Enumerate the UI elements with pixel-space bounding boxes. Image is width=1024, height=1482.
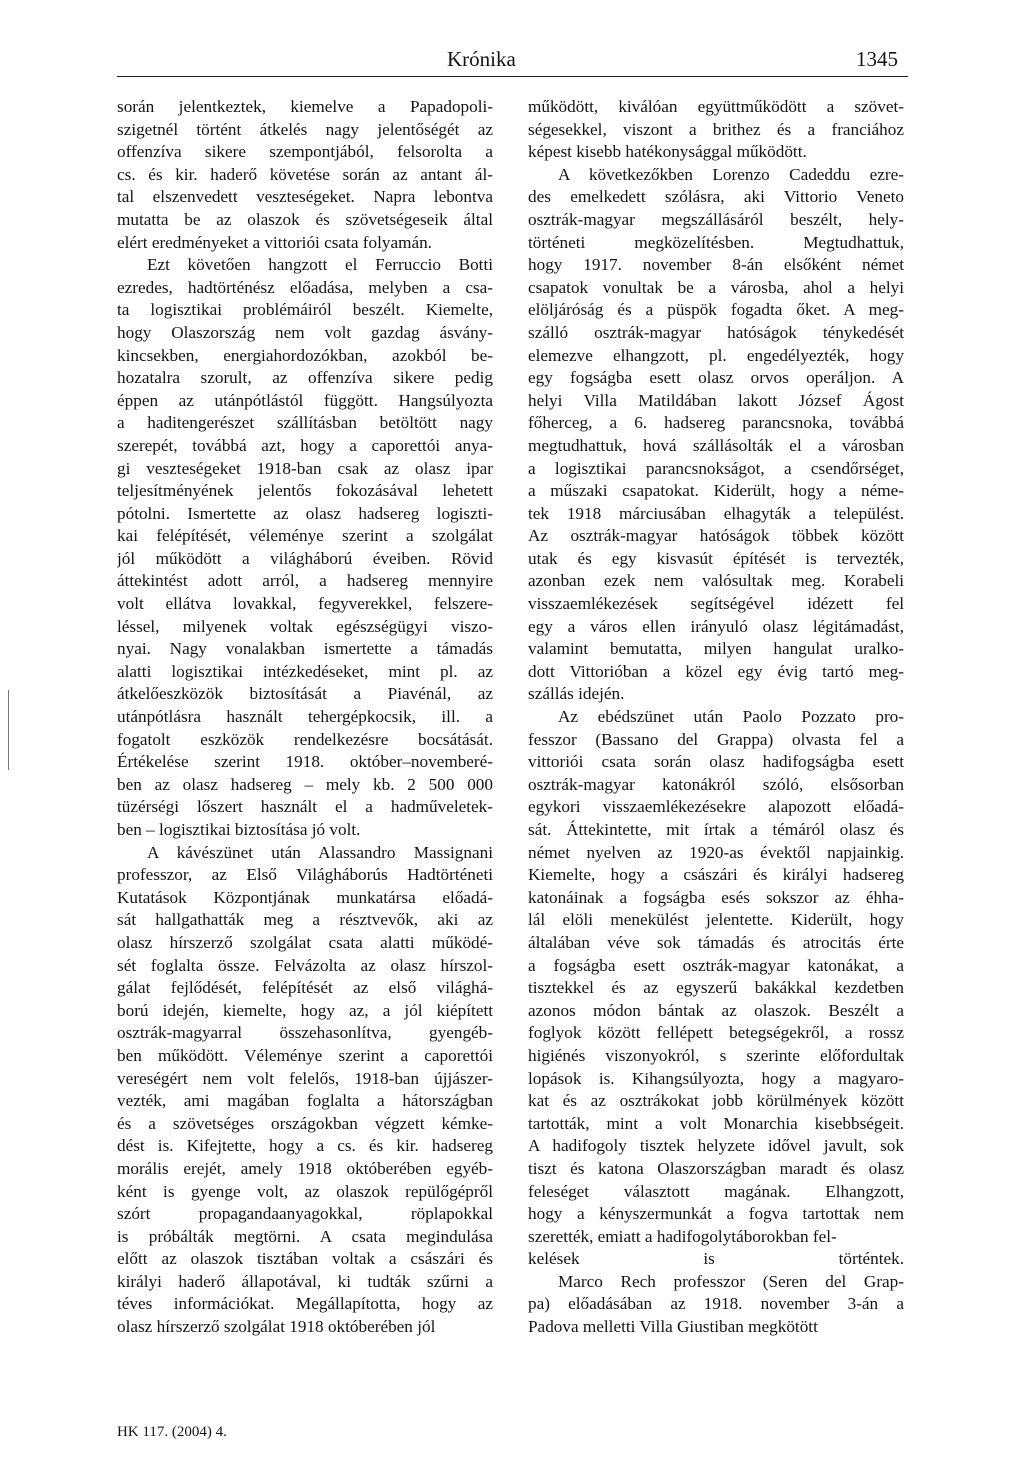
text-line: egykori visszaemlékezésekre alapozott előadá- (528, 797, 904, 817)
text-line: Értékelése szerint 1918. október–novemberé- (117, 752, 493, 772)
text-line: szállás idején. (528, 684, 625, 704)
text-line: utak és egy kisvasút építését is tervezték, (528, 548, 904, 568)
text-line: ború idején, kiemelte, hogy az, a jól kiépített (117, 1000, 493, 1020)
text-line: pótolni. Ismertette az olasz hadsereg logiszti- (117, 503, 493, 523)
text-line: során jelentkeztek, kiemelve a Papadopoli- (117, 97, 493, 116)
text-line: lál elöli menekülést jelentette. Kiderült, hogy (528, 910, 904, 930)
text-line: főherceg, a 6. hadsereg parancsnoka, továbbá (528, 413, 904, 433)
margin-mark (8, 690, 9, 770)
text-line: elért eredményeket a vittoriói csata folyamán. (117, 232, 432, 252)
text-line: visszaemlékezések segítségével idézett fel (528, 594, 904, 614)
text-line: és a szövetséges országokban végzett kémke- (117, 1113, 493, 1133)
text-line: azonban ezek nem valósultak meg. Korabeli (528, 571, 904, 591)
text-line: A következőkben Lorenzo Cadeddu ezre- (558, 164, 904, 184)
text-line: Kiemelte, hogy a császári és királyi hadsereg (528, 865, 904, 885)
text-line: pa) előadásában az 1918. november 3-án a (528, 1294, 904, 1314)
text-line: téves információkat. Megállapította, hogy az (117, 1294, 493, 1314)
text-line: osztrák-magyar katonákról szóló, elsősorban (528, 774, 904, 794)
text-line: kai felépítését, véleménye szerint a szolgálat (117, 526, 493, 546)
text-line: utánpótlásra használt tehergépkocsik, ill. a (117, 707, 493, 727)
text-line: képest kisebb hatékonysággal működött. (528, 142, 807, 162)
text-line: elöljáróság és a püspök fogadta őket. A meg- (528, 300, 904, 320)
text-line: Marco Rech professzor (Seren del Grap- (558, 1271, 904, 1291)
text-line: hogy 1917. november 8-án elsőként német (528, 255, 904, 275)
text-line: tek 1918 márciusában elhagyták a települést. (528, 503, 904, 523)
text-line: dott Vittorióban a közel egy évig tartó meg- (528, 661, 904, 681)
header-rule (117, 76, 908, 77)
page-header (117, 40, 908, 80)
text-line: működött, kiválóan együttműködött a szövet- (528, 97, 904, 116)
text-line: offenzíva sikere szempontjából, felsorolta a (117, 142, 493, 162)
text-line: teljesítményének jelentős fokozásával lehetett (117, 481, 493, 501)
text-line: elemezve elhangzott, pl. engedélyezték, hogy (528, 345, 904, 365)
text-line: ként is gyenge volt, az olaszok repülőgépről (117, 1181, 493, 1201)
right-column (528, 96, 904, 1339)
text-line: áttekintést adott arról, a hadsereg mennyire (117, 571, 493, 591)
text-line: nyai. Nagy vonalakban ismertette a támadás (117, 639, 493, 659)
text-line: fogatolt eszközök rendelkezésre bocsátását. (117, 729, 493, 749)
text-line: léssel, milyenek voltak egészségügyi viszo- (117, 616, 493, 636)
text-line: morális erejét, amely 1918 októberében egyéb- (117, 1158, 493, 1178)
text-line: szerepét, továbbá azt, hogy a caporettói anya- (117, 435, 493, 455)
text-line: sát hallgathatták meg a résztvevők, aki az (117, 910, 493, 930)
text-line: alatti logisztikai intézkedéseket, mint pl. az (117, 661, 493, 681)
text-line: hogy Olaszország nem volt gazdag ásvány- (117, 322, 493, 342)
text-line: egy a város ellen irányuló olasz légitámadást, (528, 616, 904, 636)
text-line: tal elszenvedett veszteségeket. Napra lebontva (117, 187, 493, 207)
text-line: a logisztikai parancsnokságot, a csendőrséget, (528, 458, 904, 478)
text-line: A kávészünet után Alassandro Massignani (147, 842, 493, 862)
text-line: olasz hírszerző szolgálat 1918 októberében jól (117, 1317, 436, 1337)
text-line: gi veszteségeket 1918-ban csak az olasz ipar (117, 458, 493, 478)
text-line: des emelkedett szólásra, aki Vittorio Veneto (528, 187, 904, 207)
text-line: Padova melletti Villa Giustiban megkötött (528, 1317, 818, 1337)
text-line: szórt propagandaanyagokkal, röplapokkal (117, 1204, 493, 1224)
footer-citation: HK 117. (2004) 4. (117, 1424, 227, 1440)
text-line: történeti megközelítésben. Megtudhattuk, (528, 232, 904, 252)
text-line: sét foglalta össze. Felvázolta az olasz hírszol- (117, 955, 493, 975)
text-line: a fogságba esett osztrák-magyar katonákat, a (528, 955, 904, 975)
running-title: Krónika (447, 47, 516, 71)
text-line: sát. Áttekintette, mit írtak a témáról olasz és (528, 820, 904, 839)
text-line: kat és az osztrákokat jobb körülmények között (528, 1091, 904, 1111)
text-line: katonáinak a fogságba esés sokszor az éhha- (528, 887, 904, 907)
text-line: olasz hírszerző szolgálat csata alatti működé- (117, 932, 493, 952)
text-line: csapatok vonultak be a városba, ahol a helyi (528, 277, 904, 297)
text-line: vittoriói csata során olasz hadifogságba esett (528, 752, 904, 772)
text-line: azonos módon bántak az olaszok. Beszélt a (528, 1000, 904, 1020)
text-line: feleséget választott magának. Elhangzott, (528, 1181, 904, 1201)
text-line: tiszt és katona Olaszországban maradt és olasz (528, 1158, 904, 1178)
text-line: ségesekkel, viszont a brithez és a franciához (528, 119, 904, 139)
text-line: Az osztrák-magyar hatóságok többek között (528, 526, 904, 546)
text-line: hogy a kényszermunkát a fogva tartottak nem (528, 1204, 904, 1224)
text-line: volt ellátva lovakkal, fegyverekkel, felszere- (117, 594, 493, 614)
text-line: higiénés viszonyokról, s szerinte előfordultak (528, 1045, 904, 1065)
text-line: Ezt követően hangzott el Ferruccio Botti (147, 255, 493, 275)
text-line: tartották, mint a volt Monarchia kisebbségeit. (528, 1113, 904, 1133)
text-line: helyi Villa Matildában lakott József Ágost (528, 390, 904, 410)
text-line: ta logisztikai problémáiról beszélt. Kiemelte, (117, 300, 493, 320)
text-line: jól működött a világháború éveiben. Rövid (117, 548, 493, 568)
text-line: szerették, emiatt a hadifogolytáborokban fel- (528, 1226, 837, 1246)
text-line: lopások is. Kihangsúlyozta, hogy a magyaro- (528, 1068, 904, 1088)
text-line: gálat fejlődését, felépítését az első világhá- (117, 978, 493, 998)
text-line: professzor, az Első Világháborús Hadtörténeti (117, 865, 493, 885)
text-line: mutatta be az olaszok és szövetségeseik által (117, 209, 493, 229)
text-line: tisztekkel és az egyszerű bakákkal kezdetben (528, 978, 904, 998)
text-line: tüzérségi lőszert használt el a hadműveletek- (117, 797, 493, 817)
text-line: A hadifogoly tisztek helyzete idővel javult, sok (528, 1136, 904, 1156)
text-line: valamint bemutatta, milyen hangulat uralko- (528, 639, 904, 659)
text-line: Kutatások Központjának munkatársa előadá- (117, 887, 493, 907)
text-line: is próbálták megtörni. A csata megindulása (117, 1226, 493, 1246)
text-line: ezredes, hadtörténész előadása, melyben a csa- (117, 277, 493, 297)
text-line: a műszaki csapatokat. Kiderült, hogy a néme- (528, 481, 904, 501)
text-line: vezték, ami magában foglalta a hátországban (117, 1091, 493, 1111)
text-line: dést is. Kifejtette, hogy a cs. és kir. hadsereg (117, 1136, 493, 1156)
text-line: előtt az olaszok tisztában voltak a császári és (117, 1249, 493, 1269)
text-line: átkelőeszközök biztosítását a Piavénál, az (117, 684, 493, 704)
text-line: vereségért nem volt felelős, 1918-ban újjászer- (117, 1068, 493, 1088)
text-line: német nyelven az 1920-as évektől napjainkig. (528, 842, 904, 862)
text-line: egy fogságba esett olasz orvos operáljon. A (528, 368, 904, 388)
text-line: cs. és kir. haderő követése során az antant ál- (117, 164, 493, 184)
page-number: 1345 (856, 47, 898, 71)
text-line: ben az olasz hadsereg – mely kb. 2 500 000 (117, 774, 493, 794)
text-line: általában véve sok támadás és atrocitás érte (528, 932, 904, 952)
text-line: szigetnél történt átkelés nagy jelentőségét az (117, 119, 493, 139)
text-line: osztrák-magyar megszállásáról beszélt, hely- (528, 209, 904, 229)
text-line: királyi haderő állapotával, ki tudták szűrni a (117, 1271, 493, 1291)
text-line: éppen az utánpótlástól függött. Hangsúlyozta (117, 390, 493, 410)
text-line: osztrák-magyarral összehasonlítva, gyengéb- (117, 1023, 493, 1043)
text-line: ben működött. Véleménye szerint a caporettói (117, 1045, 493, 1065)
text-line: ben – logisztikai biztosítása jó volt. (117, 820, 361, 839)
left-column (117, 96, 493, 1339)
text-line: szálló osztrák-magyar hatóságok ténykedését (528, 322, 904, 342)
text-line: megtudhattuk, hová szállásolták el a városban (528, 435, 904, 455)
text-line: kincsekben, energiahordozókban, azokból be- (117, 345, 493, 365)
text-line: a haditengerészet szállításban betöltött nagy (117, 413, 493, 433)
text-line: kelések is történtek. (528, 1249, 904, 1269)
text-line: hozatalra szorult, az offenzíva sikere pedig (117, 368, 493, 388)
text-line: foglyok között fellépett betegségekről, a rossz (528, 1023, 904, 1043)
text-line: fesszor (Bassano del Grappa) olvasta fel a (528, 729, 904, 749)
text-line: Az ebédszünet után Paolo Pozzato pro- (558, 707, 904, 727)
